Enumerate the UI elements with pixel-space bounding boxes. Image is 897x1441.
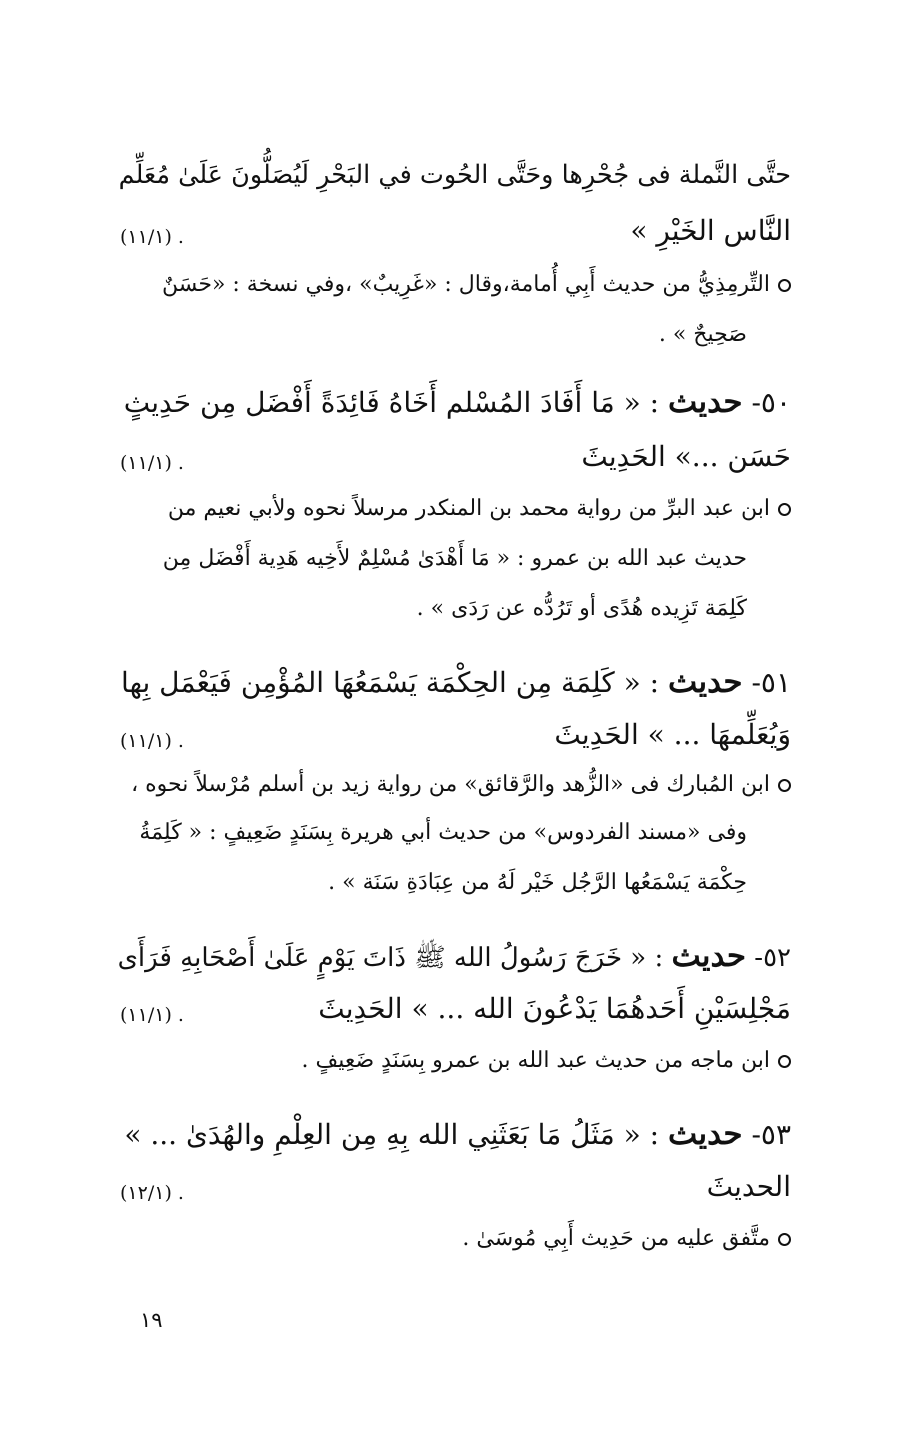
hadith-51-line-2: وَيُعَلِّمهَا ... » الحَدِيثَ [554, 718, 791, 751]
hadith-52-line-2: مَجْلِسَيْنِ أَحَدهُمَا يَدْعُونَ الله ... » الحَدِيثَ [318, 992, 791, 1025]
intro-note-line-2: صَحِيحٌ » . [658, 322, 747, 347]
hadith-keyword: حديث [668, 1116, 743, 1152]
hadith-keyword: حديث [671, 938, 746, 974]
hadith-50-line-1: ٥٠- حديث : « مَا أَفَادَ المُسْلم أَخَاهُ فَائِدَةً أَفْضَل مِن حَدِيثٍ [123, 384, 791, 420]
hadith-keyword: حديث [668, 384, 743, 420]
intro-reference: (١١/١) . [120, 226, 184, 248]
page-number: ١٩ [140, 1308, 163, 1332]
hadith-51-line-1: ٥١- حديث : « كَلِمَة مِن الحِكْمَة يَسْمَعُهَا المُؤْمِن فَيَعْمَل بِها [121, 664, 791, 700]
hadith-keyword: حديث [668, 664, 743, 700]
hadith-53-reference: (١٢/١) . [120, 1182, 184, 1204]
circle-bullet-icon [778, 503, 791, 516]
circle-bullet-icon [778, 1233, 791, 1246]
hadith-51-note-line-1: ابن المُبارك فى «الزُّهد والرَّقائق» من رواية زيد بن أسلم مُرْسلاً نحوه ، [131, 772, 791, 797]
intro-note-line-1: التِّرمِذِيُّ من حديث أَبِي أُمامة،وقال : «غَرِيبٌ» ،وفي نسخة : «حَسَنٌ [162, 272, 791, 297]
hadith-51-reference: (١١/١) . [120, 730, 184, 752]
intro-text-line-2: النَّاس الخَيْرِ » [630, 214, 791, 247]
hadith-50-note-line-2: حديث عبد الله بن عمرو : « مَا أَهْدَىٰ مُسْلِمٌ لأَخِيه هَدِية أَفْضَل مِن [162, 546, 747, 571]
circle-bullet-icon [778, 779, 791, 792]
hadith-53-line-2: الحديثَ [706, 1170, 791, 1203]
hadith-50-line-2: حَسَن ...» الحَدِيثَ [581, 440, 791, 473]
circle-bullet-icon [778, 279, 791, 292]
hadith-52-line-1: ٥٢- حديث : « خَرَجَ رَسُولُ الله ﷺ ذَاتَ يَوْمٍ عَلَىٰ أَصْحَابِهِ فَرَأَى [117, 938, 791, 974]
hadith-51-note-line-2: وفى «مسند الفردوس» من حديث أبي هريرة بِسَنَدٍ ضَعِيفٍ : « كَلِمَةُ [139, 820, 747, 845]
hadith-number: ٥٢- [754, 943, 791, 973]
hadith-52-reference: (١١/١) . [120, 1004, 184, 1026]
hadith-51-note-line-3: حِكْمَة يَسْمَعُها الرَّجُل خَيْر لَهُ من عِبَادَةِ سَنَة » . [328, 870, 747, 895]
circle-bullet-icon [778, 1055, 791, 1068]
hadith-number: ٥٠- [751, 386, 791, 419]
hadith-53-note-line-1: متَّفق عليه من حَدِيث أَبِي مُوسَىٰ . [462, 1226, 791, 1251]
hadith-number: ٥١- [751, 666, 791, 699]
hadith-50-reference: (١١/١) . [120, 452, 184, 474]
hadith-number: ٥٣- [751, 1118, 791, 1151]
hadith-50-note-line-1: ابن عبد البرِّ من رواية محمد بن المنكدر مرسلاً نحوه ولأبي نعيم من [168, 496, 791, 521]
hadith-50-note-line-3: كَلِمَة تَزِيده هُدًى أو تَرُدُّه عن رَدَى » . [416, 596, 747, 621]
hadith-52-note-line-1: ابن ماجه من حديث عبد الله بن عمرو بِسَنَدٍ ضَعِيفٍ . [301, 1048, 791, 1073]
intro-text-line-1: حتَّى النَّملة فى جُحْرِها وحَتَّى الحُوت في البَحْرِ لَيُصَلُّونَ عَلَىٰ مُعَلِّم [118, 160, 791, 190]
hadith-53-line-1: ٥٣- حديث : « مَثَلُ مَا بَعَثَنِي الله بِهِ مِن العِلْمِ والهُدَىٰ ... » [124, 1116, 791, 1152]
